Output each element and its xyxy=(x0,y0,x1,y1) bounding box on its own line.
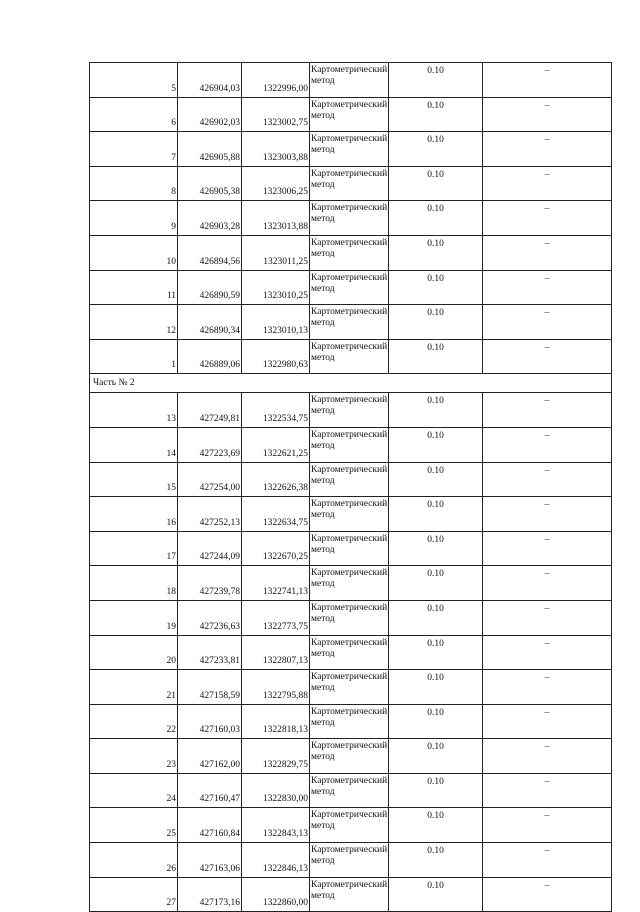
accuracy-cell: 0.10 xyxy=(389,877,483,912)
note-cell: – xyxy=(483,427,612,462)
point-number-cell: 27 xyxy=(90,877,178,912)
accuracy-cell: 0.10 xyxy=(389,635,483,670)
note-cell: – xyxy=(483,393,612,428)
table-row xyxy=(90,270,612,305)
table-row xyxy=(90,427,612,462)
x-coordinate-cell: 426903,28 xyxy=(178,201,242,236)
note-cell: – xyxy=(483,566,612,601)
table-row xyxy=(90,63,612,98)
method-cell: Картометрический метод xyxy=(310,427,389,462)
table-row xyxy=(90,497,612,532)
x-coordinate-cell: 426890,59 xyxy=(178,270,242,305)
point-number-cell: 26 xyxy=(90,843,178,878)
method-cell: Картометрический метод xyxy=(310,600,389,635)
method-cell: Картометрический метод xyxy=(310,843,389,878)
point-number-cell: 12 xyxy=(90,305,178,340)
x-coordinate-cell: 426905,38 xyxy=(178,166,242,201)
method-cell: Картометрический метод xyxy=(310,877,389,912)
x-coordinate-cell: 427236,63 xyxy=(178,600,242,635)
table-row xyxy=(90,201,612,236)
accuracy-cell: 0.10 xyxy=(389,670,483,705)
note-cell: – xyxy=(483,704,612,739)
y-coordinate-cell: 1322741,13 xyxy=(242,566,310,601)
point-number-cell: 15 xyxy=(90,462,178,497)
accuracy-cell: 0.10 xyxy=(389,305,483,340)
x-coordinate-cell: 426890,34 xyxy=(178,305,242,340)
y-coordinate-cell: 1323006,25 xyxy=(242,166,310,201)
table-row xyxy=(90,877,612,912)
point-number-cell: 25 xyxy=(90,808,178,843)
note-cell: – xyxy=(483,531,612,566)
note-cell: – xyxy=(483,132,612,167)
x-coordinate-cell: 426894,56 xyxy=(178,235,242,270)
accuracy-cell: 0.10 xyxy=(389,97,483,132)
note-cell: – xyxy=(483,635,612,670)
point-number-cell: 22 xyxy=(90,704,178,739)
point-number-cell: 1 xyxy=(90,339,178,374)
x-coordinate-cell: 426904,03 xyxy=(178,63,242,98)
note-cell: – xyxy=(483,773,612,808)
accuracy-cell: 0.10 xyxy=(389,235,483,270)
y-coordinate-cell: 1322843,13 xyxy=(242,808,310,843)
point-number-cell: 5 xyxy=(90,63,178,98)
point-number-cell: 14 xyxy=(90,427,178,462)
note-cell: – xyxy=(483,63,612,98)
accuracy-cell: 0.10 xyxy=(389,531,483,566)
x-coordinate-cell: 427223,69 xyxy=(178,427,242,462)
method-cell: Картометрический метод xyxy=(310,201,389,236)
accuracy-cell: 0.10 xyxy=(389,393,483,428)
point-number-cell: 16 xyxy=(90,497,178,532)
table-row xyxy=(90,704,612,739)
method-cell: Картометрический метод xyxy=(310,531,389,566)
point-number-cell: 24 xyxy=(90,773,178,808)
note-cell: – xyxy=(483,97,612,132)
method-cell: Картометрический метод xyxy=(310,635,389,670)
y-coordinate-cell: 1322621,25 xyxy=(242,427,310,462)
point-number-cell: 13 xyxy=(90,393,178,428)
x-coordinate-cell: 426889,06 xyxy=(178,339,242,374)
point-number-cell: 11 xyxy=(90,270,178,305)
y-coordinate-cell: 1322980,63 xyxy=(242,339,310,374)
point-number-cell: 21 xyxy=(90,670,178,705)
x-coordinate-cell: 426905,88 xyxy=(178,132,242,167)
note-cell: – xyxy=(483,843,612,878)
table-row xyxy=(90,531,612,566)
method-cell: Картометрический метод xyxy=(310,497,389,532)
x-coordinate-cell: 427158,59 xyxy=(178,670,242,705)
note-cell: – xyxy=(483,600,612,635)
point-number-cell: 19 xyxy=(90,600,178,635)
table-row xyxy=(90,739,612,774)
accuracy-cell: 0.10 xyxy=(389,462,483,497)
x-coordinate-cell: 427254,00 xyxy=(178,462,242,497)
method-cell: Картометрический метод xyxy=(310,132,389,167)
table-row xyxy=(90,843,612,878)
x-coordinate-cell: 427233,81 xyxy=(178,635,242,670)
table-row xyxy=(90,166,612,201)
note-cell: – xyxy=(483,201,612,236)
x-coordinate-cell: 427244,09 xyxy=(178,531,242,566)
y-coordinate-cell: 1322626,38 xyxy=(242,462,310,497)
method-cell: Картометрический метод xyxy=(310,305,389,340)
y-coordinate-cell: 1322534,75 xyxy=(242,393,310,428)
table-row xyxy=(90,393,612,428)
method-cell: Картометрический метод xyxy=(310,739,389,774)
note-cell: – xyxy=(483,808,612,843)
accuracy-cell: 0.10 xyxy=(389,427,483,462)
method-cell: Картометрический метод xyxy=(310,97,389,132)
accuracy-cell: 0.10 xyxy=(389,600,483,635)
method-cell: Картометрический метод xyxy=(310,270,389,305)
note-cell: – xyxy=(483,305,612,340)
table-row xyxy=(90,305,612,340)
note-cell: – xyxy=(483,877,612,912)
y-coordinate-cell: 1322795,88 xyxy=(242,670,310,705)
y-coordinate-cell: 1322846,13 xyxy=(242,843,310,878)
table-row xyxy=(90,600,612,635)
method-cell: Картометрический метод xyxy=(310,462,389,497)
method-cell: Картометрический метод xyxy=(310,566,389,601)
y-coordinate-cell: 1323013,88 xyxy=(242,201,310,236)
point-number-cell: 20 xyxy=(90,635,178,670)
y-coordinate-cell: 1323011,25 xyxy=(242,235,310,270)
x-coordinate-cell: 426902,03 xyxy=(178,97,242,132)
table-row xyxy=(90,635,612,670)
x-coordinate-cell: 427160,03 xyxy=(178,704,242,739)
accuracy-cell: 0.10 xyxy=(389,808,483,843)
y-coordinate-cell: 1322807,13 xyxy=(242,635,310,670)
method-cell: Картометрический метод xyxy=(310,63,389,98)
coordinates-table xyxy=(89,62,612,912)
accuracy-cell: 0.10 xyxy=(389,201,483,236)
note-cell: – xyxy=(483,270,612,305)
y-coordinate-cell: 1323010,13 xyxy=(242,305,310,340)
accuracy-cell: 0.10 xyxy=(389,843,483,878)
y-coordinate-cell: 1322829,75 xyxy=(242,739,310,774)
y-coordinate-cell: 1322670,25 xyxy=(242,531,310,566)
table-row xyxy=(90,339,612,374)
table-row xyxy=(90,670,612,705)
part-header-row xyxy=(90,374,612,393)
x-coordinate-cell: 427160,84 xyxy=(178,808,242,843)
method-cell: Картометрический метод xyxy=(310,773,389,808)
table-row xyxy=(90,462,612,497)
table-row xyxy=(90,235,612,270)
part-label: Часть № 2 xyxy=(90,374,612,393)
x-coordinate-cell: 427249,81 xyxy=(178,393,242,428)
method-cell: Картометрический метод xyxy=(310,393,389,428)
accuracy-cell: 0.10 xyxy=(389,63,483,98)
accuracy-cell: 0.10 xyxy=(389,566,483,601)
y-coordinate-cell: 1323002,75 xyxy=(242,97,310,132)
accuracy-cell: 0.10 xyxy=(389,739,483,774)
note-cell: – xyxy=(483,670,612,705)
table-row xyxy=(90,566,612,601)
point-number-cell: 17 xyxy=(90,531,178,566)
point-number-cell: 9 xyxy=(90,201,178,236)
method-cell: Картометрический метод xyxy=(310,339,389,374)
table-row xyxy=(90,773,612,808)
accuracy-cell: 0.10 xyxy=(389,339,483,374)
method-cell: Картометрический метод xyxy=(310,166,389,201)
method-cell: Картометрический метод xyxy=(310,235,389,270)
note-cell: – xyxy=(483,497,612,532)
point-number-cell: 6 xyxy=(90,97,178,132)
y-coordinate-cell: 1322830,00 xyxy=(242,773,310,808)
accuracy-cell: 0.10 xyxy=(389,166,483,201)
coordinates-table-body xyxy=(90,63,612,912)
table-row xyxy=(90,132,612,167)
note-cell: – xyxy=(483,166,612,201)
point-number-cell: 7 xyxy=(90,132,178,167)
y-coordinate-cell: 1322818,13 xyxy=(242,704,310,739)
y-coordinate-cell: 1322634,75 xyxy=(242,497,310,532)
y-coordinate-cell: 1323003,88 xyxy=(242,132,310,167)
x-coordinate-cell: 427252,13 xyxy=(178,497,242,532)
accuracy-cell: 0.10 xyxy=(389,132,483,167)
method-cell: Картометрический метод xyxy=(310,808,389,843)
y-coordinate-cell: 1322860,00 xyxy=(242,877,310,912)
x-coordinate-cell: 427163,06 xyxy=(178,843,242,878)
y-coordinate-cell: 1322773,75 xyxy=(242,600,310,635)
point-number-cell: 10 xyxy=(90,235,178,270)
point-number-cell: 18 xyxy=(90,566,178,601)
method-cell: Картометрический метод xyxy=(310,704,389,739)
note-cell: – xyxy=(483,339,612,374)
table-row xyxy=(90,97,612,132)
accuracy-cell: 0.10 xyxy=(389,773,483,808)
x-coordinate-cell: 427173,16 xyxy=(178,877,242,912)
y-coordinate-cell: 1323010,25 xyxy=(242,270,310,305)
method-cell: Картометрический метод xyxy=(310,670,389,705)
point-number-cell: 8 xyxy=(90,166,178,201)
x-coordinate-cell: 427239,78 xyxy=(178,566,242,601)
accuracy-cell: 0.10 xyxy=(389,497,483,532)
note-cell: – xyxy=(483,235,612,270)
point-number-cell: 23 xyxy=(90,739,178,774)
note-cell: – xyxy=(483,462,612,497)
table-row xyxy=(90,808,612,843)
accuracy-cell: 0.10 xyxy=(389,704,483,739)
y-coordinate-cell: 1322996,00 xyxy=(242,63,310,98)
accuracy-cell: 0.10 xyxy=(389,270,483,305)
x-coordinate-cell: 427162,00 xyxy=(178,739,242,774)
note-cell: – xyxy=(483,739,612,774)
x-coordinate-cell: 427160,47 xyxy=(178,773,242,808)
